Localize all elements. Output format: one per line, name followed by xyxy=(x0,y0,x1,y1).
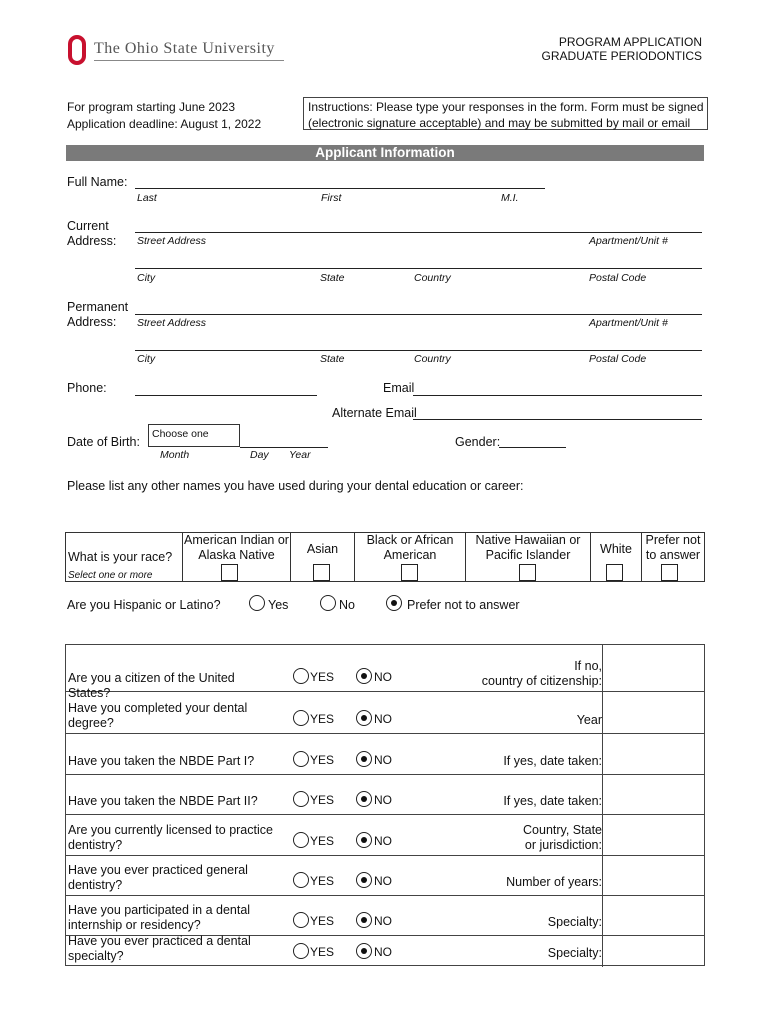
permanent-address-label-line1: Permanent xyxy=(67,300,129,314)
dob-month-caption: Month xyxy=(160,449,190,461)
question-row xyxy=(66,815,704,856)
race-question: What is your race? xyxy=(68,550,173,564)
current-address-label-line2: Address: xyxy=(67,234,117,248)
question-text-line1: Have you ever practiced a dental xyxy=(68,934,251,948)
no-radio[interactable] xyxy=(356,751,372,767)
followup-answer-field[interactable] xyxy=(602,775,704,814)
dob-label: Date of Birth: xyxy=(67,435,140,449)
followup-answer-field[interactable] xyxy=(602,692,704,733)
no-label: NO xyxy=(374,914,392,928)
yes-label: YES xyxy=(310,753,335,767)
race-option-native-hawaiian[interactable] xyxy=(465,533,590,581)
yes-label: YES xyxy=(310,793,335,807)
question-text xyxy=(68,903,278,933)
followup-label xyxy=(523,823,602,853)
yes-label: YES xyxy=(310,874,335,888)
university-logo-text: The Ohio State University xyxy=(94,40,275,57)
question-text-line1: Have you participated in a dental xyxy=(68,903,251,917)
question-text-line2: internship or residency? xyxy=(68,918,201,932)
followup-label-line1: If no, xyxy=(574,659,602,673)
followup-answer-field[interactable] xyxy=(602,734,704,774)
dob-year-caption: Year xyxy=(289,449,311,461)
hispanic-prefer-label: Prefer not to answer xyxy=(407,598,520,612)
question-text-line1: Have you taken the NBDE Part I? xyxy=(68,754,255,768)
yes-label: YES xyxy=(310,945,335,959)
permanent-address-label xyxy=(67,300,128,330)
race-option-label: Prefer not xyxy=(645,533,701,547)
no-radio[interactable] xyxy=(356,668,372,684)
followup-label xyxy=(548,915,602,930)
followup-label xyxy=(482,659,602,689)
permanent-street-caption: Street Address xyxy=(137,317,207,329)
form-title xyxy=(542,35,702,63)
dob-day-year-field[interactable] xyxy=(240,447,328,448)
question-row xyxy=(66,645,704,700)
yes-label: YES xyxy=(310,834,335,848)
osu-logo-block-o-icon xyxy=(68,35,86,65)
race-option-label: to answer xyxy=(645,548,701,562)
race-option-label: Pacific Islander xyxy=(485,548,571,562)
race-option-black[interactable] xyxy=(354,533,465,581)
hispanic-prefer-radio[interactable] xyxy=(386,595,402,611)
current-address-label-line1: Current xyxy=(67,219,109,233)
question-row xyxy=(66,734,704,775)
gender-field[interactable] xyxy=(499,447,566,448)
no-radio[interactable] xyxy=(356,872,372,888)
phone-label: Phone: xyxy=(67,381,107,395)
followup-label-line2: Number of years: xyxy=(506,875,602,889)
no-radio[interactable] xyxy=(356,943,372,959)
permanent-address-label-line2: Address: xyxy=(67,315,117,329)
followup-label xyxy=(503,794,602,809)
yes-label: YES xyxy=(310,712,335,726)
race-option-label: Black or African xyxy=(366,533,454,547)
yes-radio[interactable] xyxy=(293,791,309,807)
permanent-street-field[interactable] xyxy=(135,314,702,315)
question-text xyxy=(68,934,278,964)
no-label: NO xyxy=(374,670,392,684)
mi-caption: M.I. xyxy=(501,192,519,204)
question-row xyxy=(66,936,704,967)
permanent-state-caption: State xyxy=(320,353,345,365)
no-label: NO xyxy=(374,712,392,726)
question-row xyxy=(66,692,704,734)
yes-radio[interactable] xyxy=(293,751,309,767)
no-radio[interactable] xyxy=(356,912,372,928)
race-option-prefer-not[interactable] xyxy=(641,533,704,581)
hispanic-no-label: No xyxy=(339,598,355,612)
logo-divider xyxy=(94,60,284,61)
current-street-caption: Street Address xyxy=(137,235,207,247)
no-label: NO xyxy=(374,945,392,959)
race-checkbox[interactable] xyxy=(313,564,330,581)
gender-label: Gender: xyxy=(455,435,501,449)
dob-day-caption: Day xyxy=(250,449,269,461)
first-name-caption: First xyxy=(321,192,342,204)
question-row xyxy=(66,896,704,936)
followup-label-line2: country of citizenship: xyxy=(481,674,602,688)
last-name-caption: Last xyxy=(137,192,157,204)
alt-email-field[interactable] xyxy=(413,419,702,420)
yes-label: YES xyxy=(310,914,335,928)
current-city-field[interactable] xyxy=(135,268,702,269)
dob-month-select[interactable]: Choose one xyxy=(148,424,240,447)
eligibility-questions-table xyxy=(65,644,705,966)
hispanic-question: Are you Hispanic or Latino? xyxy=(67,598,221,612)
question-text-line1: Are you currently licensed to practice xyxy=(68,823,273,837)
form-title-line1: PROGRAM APPLICATION xyxy=(558,35,702,49)
followup-label-line2: If yes, date taken: xyxy=(503,794,602,808)
question-text-line1: Have you completed your dental xyxy=(68,701,248,715)
race-checkbox[interactable] xyxy=(606,564,623,581)
form-title-line2: GRADUATE PERIODONTICS xyxy=(541,49,702,63)
instructions-line1: Instructions: Please type your responses in the form. Form must be signed xyxy=(308,100,704,114)
no-radio[interactable] xyxy=(356,791,372,807)
yes-label: YES xyxy=(310,670,335,684)
race-checkbox[interactable] xyxy=(519,564,536,581)
phone-field[interactable] xyxy=(135,395,317,396)
question-text xyxy=(68,863,278,893)
race-checkbox[interactable] xyxy=(401,564,418,581)
yes-radio[interactable] xyxy=(293,912,309,928)
permanent-apt-caption: Apartment/Unit # xyxy=(589,317,668,329)
followup-answer-field[interactable] xyxy=(602,856,704,895)
permanent-country-caption: Country xyxy=(414,353,451,365)
followup-label-line2: Specialty: xyxy=(547,946,602,960)
followup-answer-field[interactable] xyxy=(602,645,704,691)
question-row xyxy=(66,856,704,896)
race-option-american-indian[interactable] xyxy=(182,533,290,581)
current-apt-caption: Apartment/Unit # xyxy=(589,235,668,247)
question-text-line2: dentistry? xyxy=(68,838,123,852)
no-label: NO xyxy=(374,834,392,848)
race-option-label: White xyxy=(600,542,632,556)
race-option-label: Asian xyxy=(306,542,339,556)
question-text-line1: Have you ever practiced general xyxy=(68,863,248,877)
race-option-label: Alaska Native xyxy=(198,548,275,562)
current-country-caption: Country xyxy=(414,272,451,284)
followup-answer-field[interactable] xyxy=(602,936,704,967)
question-text xyxy=(68,701,278,731)
current-postal-caption: Postal Code xyxy=(589,272,647,284)
other-names-prompt: Please list any other names you have used during your dental education or career: xyxy=(67,479,524,493)
followup-label xyxy=(506,875,602,890)
deadline-text: Application deadline: August 1, 2022 xyxy=(67,117,262,131)
yes-radio[interactable] xyxy=(293,832,309,848)
race-option-label: American xyxy=(383,548,437,562)
program-info xyxy=(67,99,261,133)
hispanic-yes-label: Yes xyxy=(268,598,289,612)
followup-label xyxy=(548,946,602,961)
current-state-caption: State xyxy=(320,272,345,284)
followup-label xyxy=(577,713,602,728)
race-option-label: Native Hawaiian or xyxy=(475,533,581,547)
current-address-label xyxy=(67,219,116,249)
followup-answer-field[interactable] xyxy=(602,815,704,855)
followup-label-line2: If yes, date taken: xyxy=(503,754,602,768)
email-field[interactable] xyxy=(413,395,702,396)
question-text-line1: Are you a citizen of the United States? xyxy=(68,671,235,700)
question-row xyxy=(66,775,704,815)
yes-radio[interactable] xyxy=(293,710,309,726)
question-text xyxy=(68,754,278,769)
question-text-line2: degree? xyxy=(68,716,114,730)
current-city-caption: City xyxy=(137,272,156,284)
full-name-label: Full Name: xyxy=(67,175,128,189)
race-option-asian[interactable] xyxy=(290,533,354,581)
no-radio[interactable] xyxy=(356,710,372,726)
followup-label-line2: or jurisdiction: xyxy=(524,838,602,852)
followup-label-line2: Year xyxy=(576,713,602,727)
race-option-label: American Indian or xyxy=(184,533,289,547)
section-header-applicant-info: Applicant Information xyxy=(66,145,704,161)
race-checkbox[interactable] xyxy=(221,564,238,581)
email-label: Email xyxy=(383,381,415,395)
permanent-city-field[interactable] xyxy=(135,350,702,351)
question-text-line2: dentistry? xyxy=(68,878,123,892)
full-name-field[interactable] xyxy=(135,188,545,189)
followup-label xyxy=(503,754,602,769)
no-label: NO xyxy=(374,793,392,807)
question-text-line1: Have you taken the NBDE Part II? xyxy=(68,794,258,808)
followup-answer-field[interactable] xyxy=(602,896,704,935)
hispanic-yes-radio[interactable] xyxy=(249,595,265,611)
alt-email-label: Alternate Email xyxy=(332,406,417,420)
no-radio[interactable] xyxy=(356,832,372,848)
instructions-box xyxy=(303,97,708,130)
permanent-city-caption: City xyxy=(137,353,156,365)
no-label: NO xyxy=(374,874,392,888)
followup-label-line2: Specialty: xyxy=(547,915,602,929)
race-option-white[interactable] xyxy=(590,533,641,581)
race-hint: Select one or more xyxy=(68,570,153,581)
yes-radio[interactable] xyxy=(293,668,309,684)
yes-radio[interactable] xyxy=(293,872,309,888)
race-table xyxy=(65,532,705,582)
permanent-postal-caption: Postal Code xyxy=(589,353,647,365)
no-label: NO xyxy=(374,753,392,767)
question-text-line2: specialty? xyxy=(68,949,124,963)
race-checkbox[interactable] xyxy=(661,564,678,581)
followup-label-line1: Country, State xyxy=(523,823,602,837)
question-text xyxy=(68,794,278,809)
hispanic-no-radio[interactable] xyxy=(320,595,336,611)
program-start-text: For program starting June 2023 xyxy=(67,100,236,114)
yes-radio[interactable] xyxy=(293,943,309,959)
question-text xyxy=(68,823,278,853)
instructions-line2: (electronic signature acceptable) and may be submitted by mail or email xyxy=(308,116,691,130)
current-street-field[interactable] xyxy=(135,232,702,233)
